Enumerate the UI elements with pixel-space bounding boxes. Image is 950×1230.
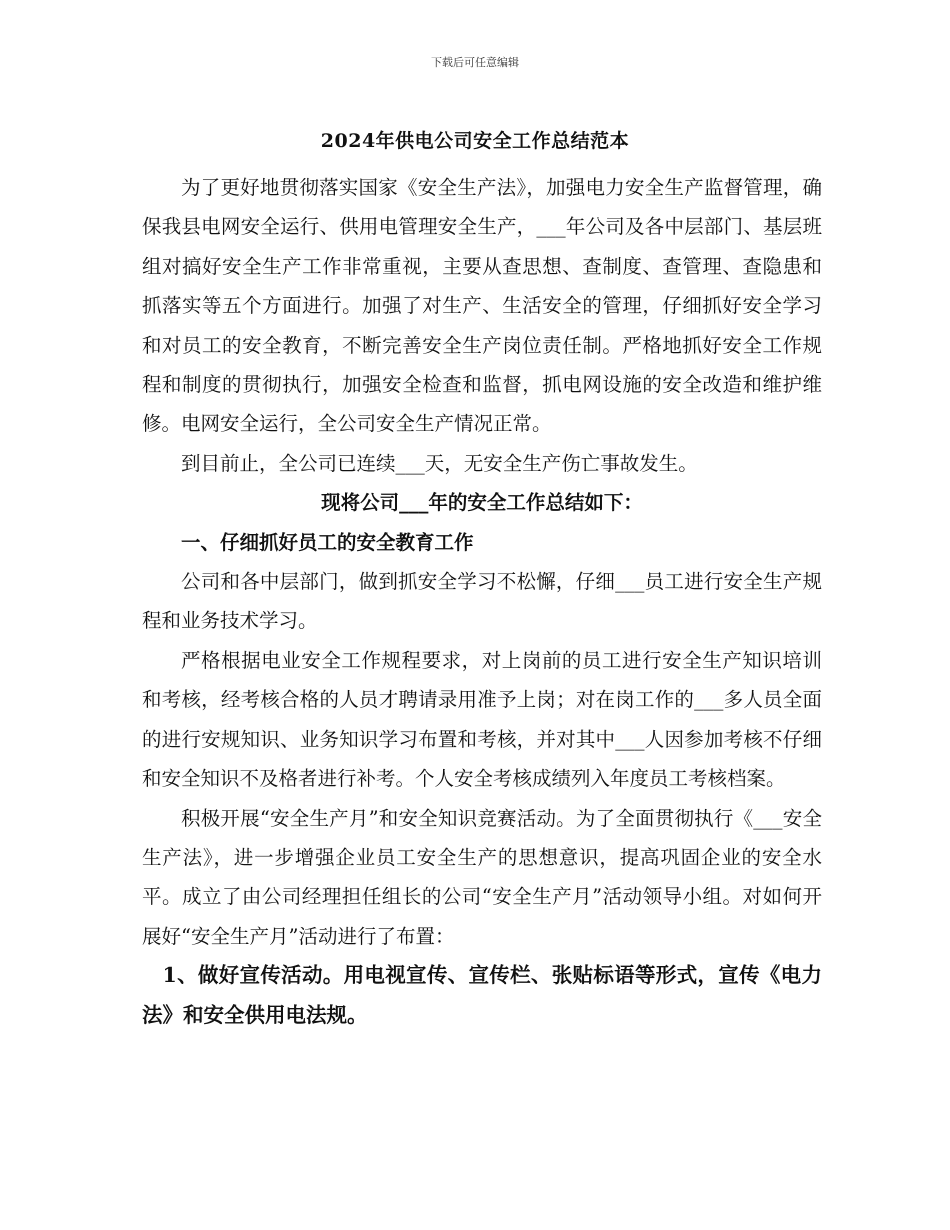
summary-heading: 现将公司___年的安全工作总结如下： <box>321 491 643 515</box>
item-1: 1、做好宣传活动。用电视宣传、宣传栏、张贴标语等形式，宣传《电力法》和安全供用电法规。 <box>142 963 822 1027</box>
document-body <box>142 168 822 1035</box>
safety-days-paragraph: 到目前止，全公司已连续___天，无安全生产伤亡事故发生。 <box>181 451 698 475</box>
section1-paragraph: 积极开展“安全生产月”和安全知识竞赛活动。为了全面贯彻执行《___安全生产法》，进一步增强企业员工安全生产的思想意识，提高巩固企业的安全水平。成立了由公司经理担任组长的公司“安全生产月”活动领导小组。对如何开展好“安全生产月”活动进行了布置： <box>142 806 822 948</box>
section1-paragraph: 严格根据电业安全工作规程要求，对上岗前的员工进行安全生产知识培训和考核，经考核合格的人员才聘请录用准予上岗；对在岗工作的___多人员全面的进行安规知识、业务知识学习布置和考核，并对其中___人因参加考核不仔细和安全知识不及格者进行补考。个人安全考核成绩列入年度员工考核档案。 <box>142 648 822 791</box>
download-note: 下载后可任意编辑 <box>431 56 519 69</box>
document-title: 2024年供电公司安全工作总结范本 <box>320 130 630 152</box>
intro-paragraph: 为了更好地贯彻落实国家《安全生产法》，加强电力安全生产监督管理，确保我县电网安全运行、供用电管理安全生产，___年公司及各中层部门、基层班组对搞好安全生产工作非常重视，主要从查思想、查制度、查管理、查隐患和抓落实等五个方面进行。加强了对生产、生活安全的管理，仔细抓好安全学习和对员工的安全教育，不断完善安全生产岗位责任制。严格地抓好安全工作规程和制度的贯彻执行，加强安全检查和监督，抓电网设施的安全改造和维护维修。电网安全运行，全公司安全生产情况正常。 <box>142 176 822 436</box>
section1-paragraph: 公司和各中层部门，做到抓安全学习不松懈，仔细___员工进行安全生产规程和业务技术学习。 <box>142 570 822 633</box>
section-heading-1: 一、仔细抓好员工的安全教育工作 <box>181 530 474 554</box>
